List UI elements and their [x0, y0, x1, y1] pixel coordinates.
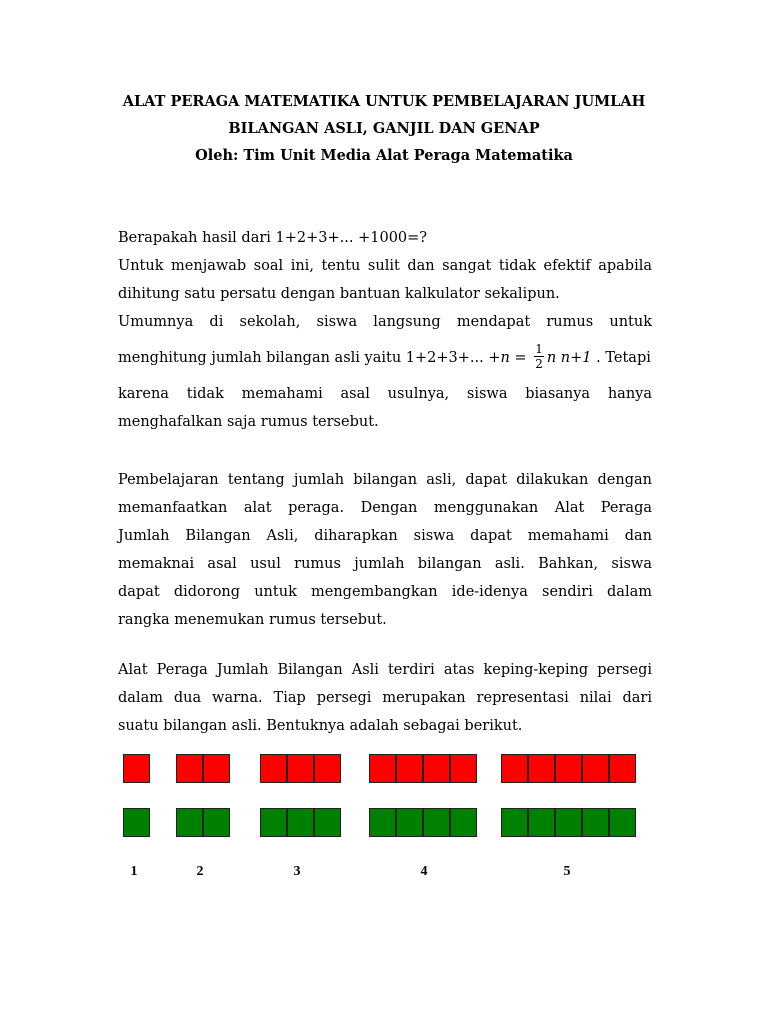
bottom-square-group-3-1 [260, 808, 287, 837]
top-square-group-5-1 [501, 754, 528, 783]
group-label-3: 3 [293, 864, 301, 879]
top-square-group-3-1 [260, 754, 287, 783]
para1-line-3: dihitung satu persatu dengan bantuan kalkulator sekalipun. [118, 286, 560, 302]
bottom-square-group-4-2 [396, 808, 423, 837]
para2-line-4: memaknai asal usul rumus jumlah bilangan asli. Bahkan, siswa [118, 556, 652, 572]
bottom-square-group-4-4 [450, 808, 477, 837]
title-line-2: BILANGAN ASLI, GANJIL DAN GENAP [228, 120, 540, 137]
top-square-group-2-1 [176, 754, 203, 783]
para3-line-3: suatu bilangan asli. Bentuknya adalah sebagai berikut. [118, 718, 523, 734]
formula-equals: = [509, 350, 532, 366]
group-label-1: 1 [130, 864, 138, 879]
para1-line-2: Untuk menjawab soal ini, tentu sulit dan sangat tidak efektif apabila [118, 258, 652, 274]
formula-body: n n+1 [546, 350, 592, 366]
bottom-square-group-2-1 [176, 808, 203, 837]
bottom-square-group-3-2 [287, 808, 314, 837]
bottom-square-group-4-1 [369, 808, 396, 837]
bottom-square-group-5-3 [555, 808, 582, 837]
para3-line-1: Alat Peraga Jumlah Bilangan Asli terdiri atas keping-keping persegi [118, 662, 652, 678]
para2-line-3: Jumlah Bilangan Asli, diharapkan siswa dapat memahami dan [118, 528, 652, 544]
para1-line-1: Berapakah hasil dari 1+2+3+... +1000=? [118, 230, 428, 246]
group-label-2: 2 [196, 864, 204, 879]
paragraph-1 [118, 224, 652, 436]
para1-line-5-tail: . Tetapi [591, 350, 651, 366]
top-square-group-4-4 [450, 754, 477, 783]
top-square-group-5-3 [555, 754, 582, 783]
para3-line-2: dalam dua warna. Tiap persegi merupakan representasi nilai dari [118, 690, 652, 706]
group-label-4: 4 [420, 864, 428, 879]
top-square-group-4-2 [396, 754, 423, 783]
bottom-square-group-5-2 [528, 808, 555, 837]
paragraph-2 [118, 466, 652, 634]
para2-line-5: dapat didorong untuk mengembangkan ide-idenya sendiri dalam [118, 584, 652, 600]
top-square-group-3-2 [287, 754, 314, 783]
bottom-square-group-5-5 [609, 808, 636, 837]
top-square-group-4-1 [369, 754, 396, 783]
bottom-square-group-1-1 [123, 808, 150, 837]
bottom-square-group-5-4 [582, 808, 609, 837]
fraction-numerator: 1 [535, 341, 543, 356]
para2-line-1: Pembelajaran tentang jumlah bilangan asli, dapat dilakukan dengan [118, 472, 652, 488]
paragraph-3 [118, 656, 652, 740]
para1-line-6: karena tidak memahami asal usulnya, siswa biasanya hanya [118, 386, 652, 402]
para1-line-7: menghafalkan saja rumus tersebut. [118, 414, 379, 430]
formula-variable: n [500, 350, 510, 366]
top-square-group-5-5 [609, 754, 636, 783]
para2-line-6: rangka menemukan rumus tersebut. [118, 612, 387, 628]
bottom-square-group-3-3 [314, 808, 341, 837]
para2-line-2: memanfaatkan alat peraga. Dengan menggunakan Alat Peraga [118, 500, 652, 516]
top-square-group-5-2 [528, 754, 555, 783]
top-square-group-2-2 [203, 754, 230, 783]
para1-formula-line [118, 336, 652, 380]
top-square-group-1-1 [123, 754, 150, 783]
top-square-group-4-3 [423, 754, 450, 783]
group-label-5: 5 [563, 864, 571, 879]
top-square-group-5-4 [582, 754, 609, 783]
bottom-square-group-4-3 [423, 808, 450, 837]
fraction-denominator: 2 [535, 356, 543, 371]
formula-fraction [534, 342, 544, 371]
bottom-square-group-5-1 [501, 808, 528, 837]
title-line-1: ALAT PERAGA MATEMATIKA UNTUK PEMBELAJARAN JUMLAH [122, 93, 646, 110]
bottom-square-group-2-2 [203, 808, 230, 837]
top-square-group-3-3 [314, 754, 341, 783]
para1-line-4: Umumnya di sekolah, siswa langsung mendapat rumus untuk [118, 314, 652, 330]
para1-line-5-text: menghitung jumlah bilangan asli yaitu 1+2+3+... + [118, 350, 501, 366]
author-byline: Oleh: Tim Unit Media Alat Peraga Matematika [195, 147, 573, 164]
